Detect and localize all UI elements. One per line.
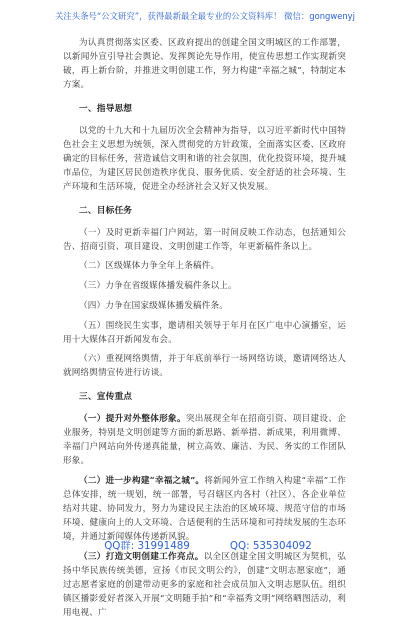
focus-2 <box>63 474 346 544</box>
task-4: （四）力争在国家级媒体播发稿件条。 <box>79 301 229 311</box>
task-1: （一）及时更新幸福门户网站，第一时间反映工作动态，包括通知公告、招商引资、项目建设、文明创建工作等，年更新稿件条以上。 <box>63 228 346 252</box>
task-6: （六）重视网络舆情，并于年底前举行一场网络访谈，邀请网络达人就网络舆情宣传进行访谈。 <box>63 354 346 378</box>
footer-contact <box>103 540 313 552</box>
footer-qq: QQ: 535304092 <box>229 540 312 552</box>
footer-qq-group: QQ群: 31991489 <box>104 540 190 552</box>
section-heading-goals: 二、目标任务 <box>79 206 133 216</box>
section-heading-focus: 三、宣传重点 <box>79 392 133 402</box>
header-banner: 关注头条号“公文研究”，获得最新最全最专业的公文资料库！ 微信：gongwenyj <box>55 11 355 21</box>
focus-1-lead: （一）提升对外整体形象。 <box>79 414 186 424</box>
task-5: （五）围绕民生实事，邀请相关领导于年月在区广电中心演播室，运用十大媒体召开新闻发布会。 <box>63 321 346 345</box>
focus-1-body: 突出展现全年在招商引资、项目建设、企业服务，特别是文明创建等方面的新思路、新举措、新成果，利用微博、幸福门户网站向外传递真能量，树立高效、廉洁、为民、务实的工作团队形象。 <box>63 414 346 466</box>
focus-3 <box>63 550 346 620</box>
guiding-ideology-paragraph: 以党的十九大和十九届历次全会精神为指导，以习近平新时代中国特色社会主义思想为统领，深入贯彻党的方针政策，全面落实区委、区政府确定的目标任务，营造诚信文明和谐的社会氛围，优化投资环境，提升城市品位，为建区居民创造秩序优良、服务优质、安全舒适的社会环境、生产环境和生活环境，促进全办经济社会又好又快发展。 <box>63 126 346 192</box>
focus-3-lead: （三）打造文明创建工作亮点。 <box>79 552 204 562</box>
task-3: （三）力争在省级媒体播发稿件条以上。 <box>79 281 237 291</box>
intro-paragraph: 为认真贯彻落实区委、区政府提出的创建全国文明城区的工作部署，以新闻外宣引导社会舆论、发挥舆论先导作用，使宣传思想工作实现新突破，再上新台阶，并推进文明创建工作，努力构建“幸福之城”，特制定本方案。 <box>63 38 346 90</box>
section-heading-guiding-ideology: 一、指导思想 <box>79 104 133 114</box>
focus-2-body: 将新闻外宣工作纳入构建“幸福”工作总体安排，统一规划，统一部署，号召辖区内各村（社区）、各企业单位结对共建、协同发力，努力为建设民主法治的区域环境、规范守信的市场环境、健康向上的人文环境、合适便利的生活环境和可持续发展的生态环境，并通过新闻媒体传递新风貌。 <box>63 476 346 542</box>
focus-1 <box>63 412 346 468</box>
document-body <box>63 36 346 620</box>
focus-3-body: 以全区创建全国文明城区为契机，弘扬中华民族传统美德，宣扬《市民文明公约》，创建“文明志愿家庭”，通过志愿者家庭的创建带动更多的家庭和社会成员加入文明志愿队伍。组织镇区播影爱好者深入开展“文明随手拍”和“幸福秀文明”网络晒图活动，利用电视、广 <box>63 552 346 618</box>
focus-2-lead: （二）进一步构建“幸福之城”。 <box>79 476 205 486</box>
task-2: （二）区级媒体力争全年上条稿件。 <box>79 261 220 271</box>
